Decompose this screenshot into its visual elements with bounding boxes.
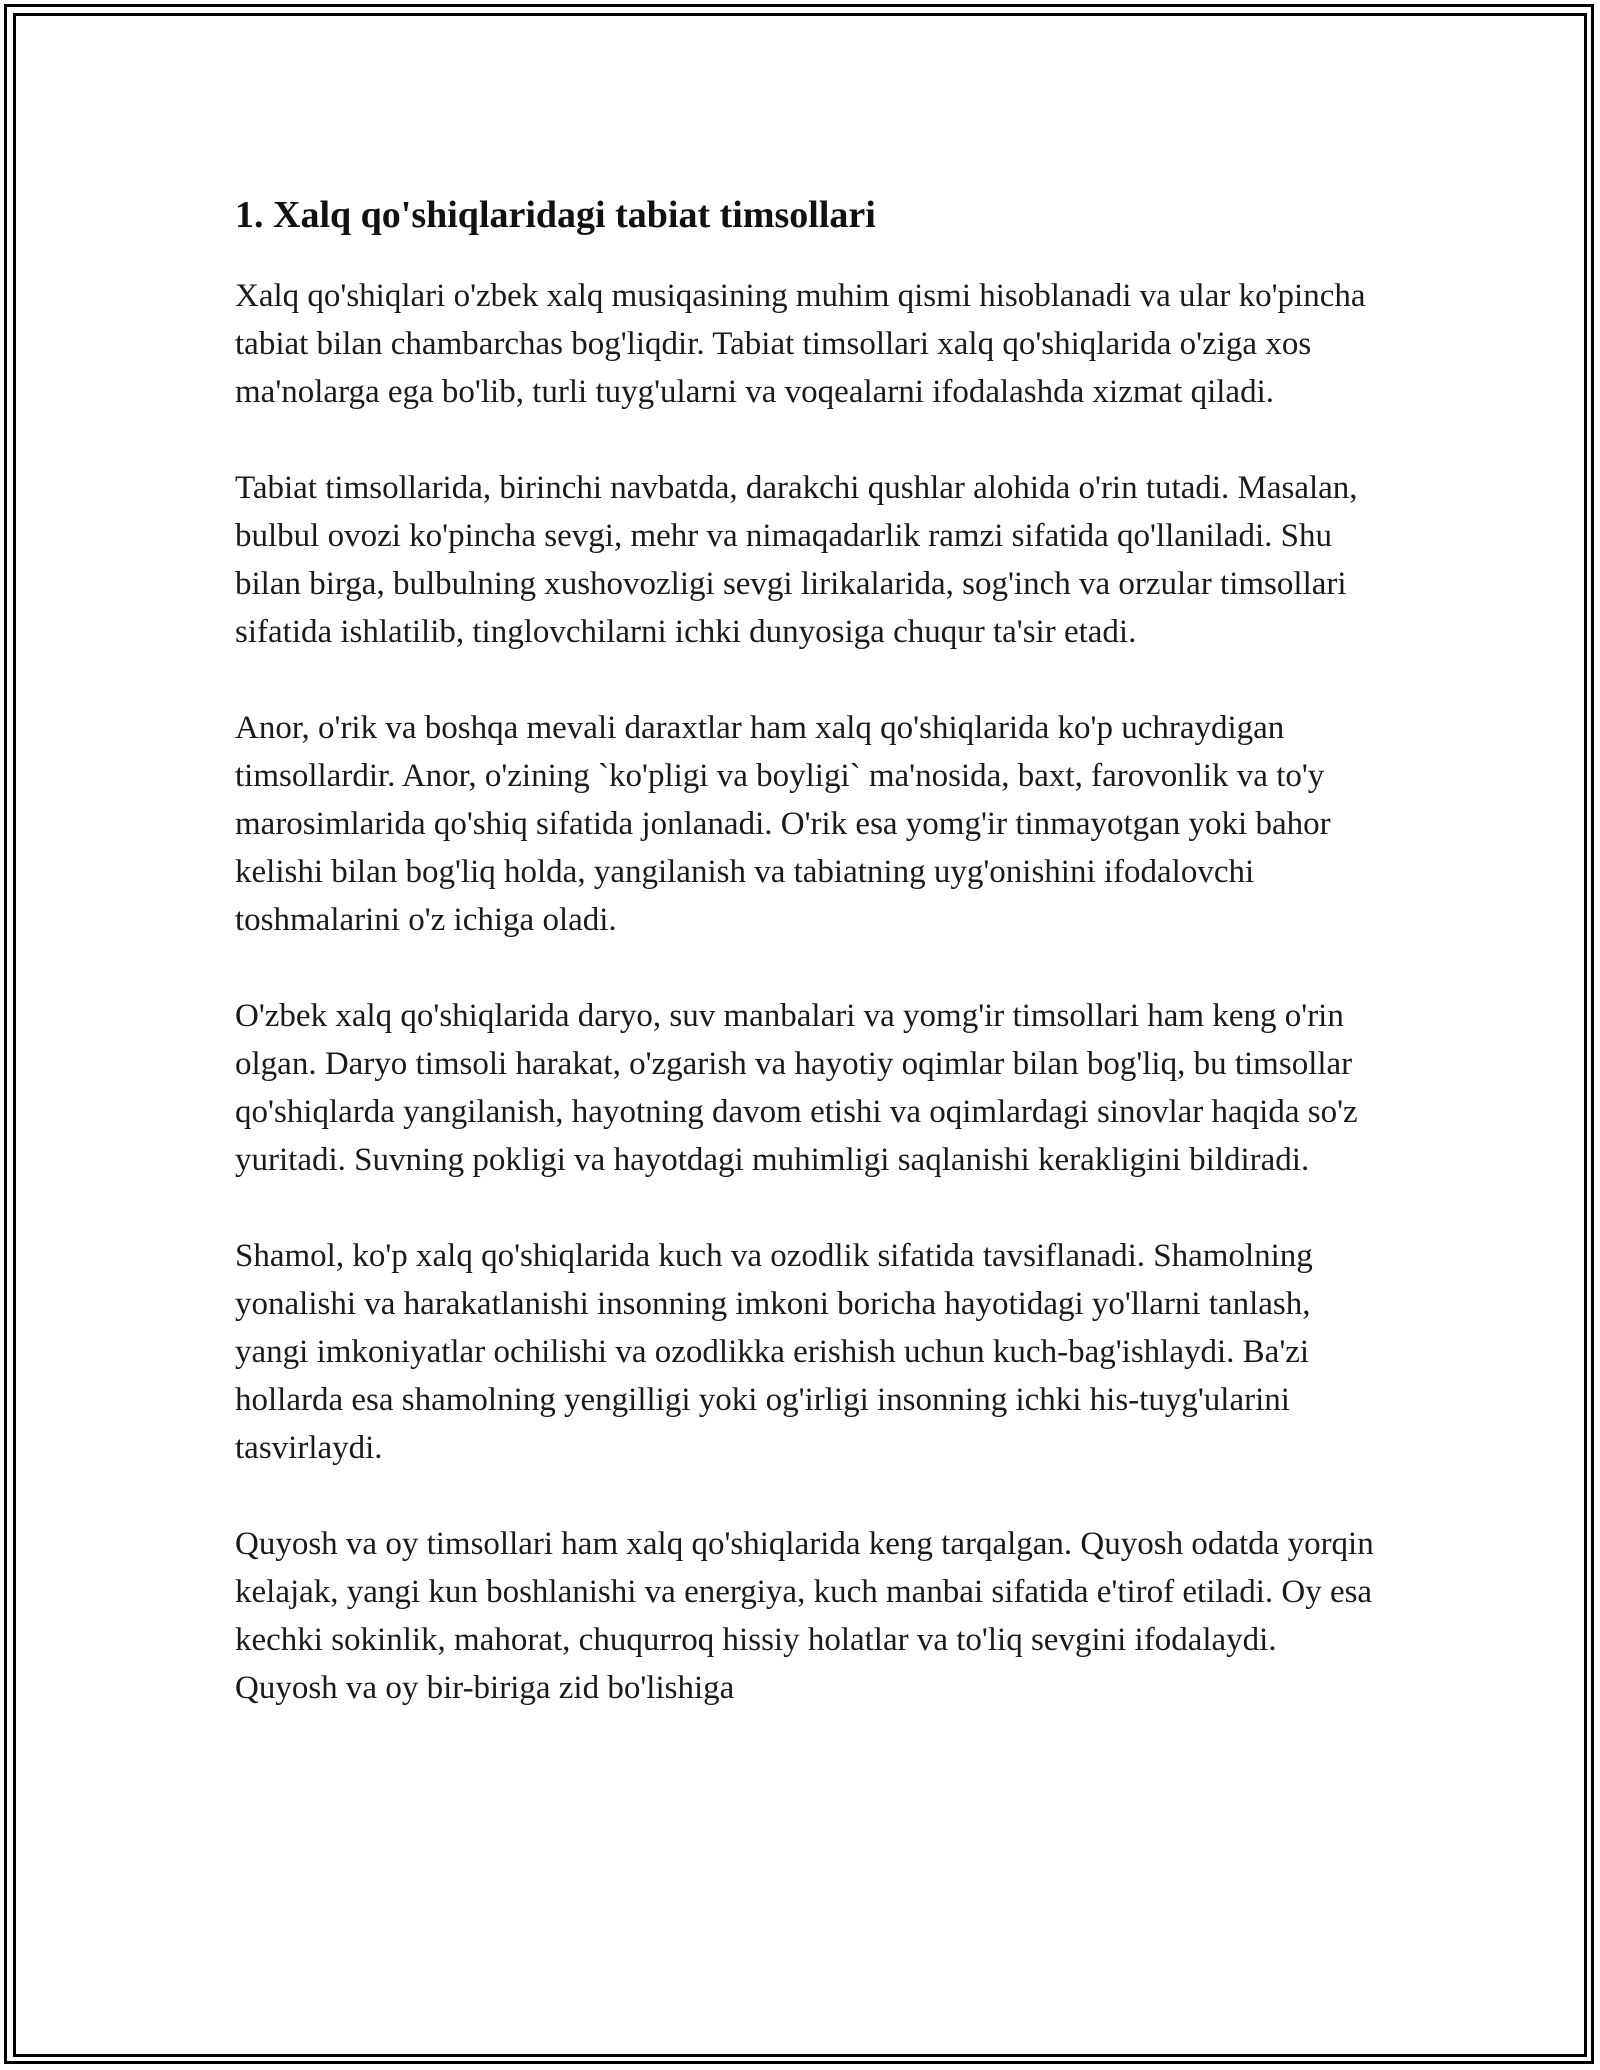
paragraph-1: Xalq qo'shiqlari o'zbek xalq musiqasining muhim qismi hisoblanadi va ular ko'pincha tabiat bilan chambarchas bog'liqdir. Tabiat timsollari xalq qo'shiqlarida o'ziga xos ma'nolarga ega bo'lib, turli tuyg'ularni va voqealarni ifodalashda xizmat qiladi. — [235, 278, 1366, 410]
paragraph-5: Shamol, ko'p xalq qo'shiqlarida kuch va ozodlik sifatida tavsiflanadi. Shamolning yonalishi va harakatlanishi insonning imkoni boricha hayotidagi yo'llarni tanlash, yangi imkoniyatlar ochilishi va ozodlikka erishish uchun kuch-bag'ishlaydi. Ba'zi hollarda esa shamolning yengilligi yoki og'irligi insonning ichki his-tuyg'ularini tasvirlaydi. — [235, 1238, 1313, 1466]
section-heading: 1. Xalq qo'shiqlaridagi tabiat timsollari — [235, 194, 876, 236]
paragraph-2: Tabiat timsollarida, birinchi navbatda, darakchi qushlar alohida o'rin tutadi. Masalan, bulbul ovozi ko'pincha sevgi, mehr va nimaqadarlik ramzi sifatida qo'llaniladi. Shu bilan birga, bulbulning xushovozligi sevgi lirikalarida, sog'inch va orzular timsollari sifatida ishlatilib, tinglovchilarni ichki dunyosiga chuqur ta'sir etadi. — [235, 470, 1358, 650]
paragraph-3: Anor, o'rik va boshqa mevali daraxtlar ham xalq qo'shiqlarida ko'p uchraydigan timsollardir. Anor, o'zining `ko'pligi va boyligi` ma'nosida, baxt, farovonlik va to'y marosimlarida qo'shiq sifatida jonlanadi. O'rik esa yomg'ir tinmayotgan yoki bahor kelishi bilan bog'liq holda, yangilanish va tabiatning uyg'onishini ifodalovchi toshmalarini o'z ichiga oladi. — [235, 710, 1331, 938]
paragraph-6: Quyosh va oy timsollari ham xalq qo'shiqlarida keng tarqalgan. Quyosh odatda yorqin kelajak, yangi kun boshlanishi va energiya, kuch manbai sifatida e'tirof etiladi. Oy esa kechki sokinlik, mahorat, chuqurroq hissiy holatlar va to'liq sevgini ifodalaydi. Quyosh va oy bir-biriga zid bo'lishiga — [235, 1526, 1374, 1706]
paragraph-4: O'zbek xalq qo'shiqlarida daryo, suv manbalari va yomg'ir timsollari ham keng o'rin olgan. Daryo timsoli harakat, o'zgarish va hayotiy oqimlar bilan bog'liq, bu timsollar qo'shiqlarda yangilanish, hayotning davom etishi va oqimlardagi sinovlar haqida so'z yuritadi. Suvning pokligi va hayotdagi muhimligi saqlanishi kerakligini bildiradi. — [235, 998, 1358, 1178]
document-body — [235, 186, 1385, 1760]
